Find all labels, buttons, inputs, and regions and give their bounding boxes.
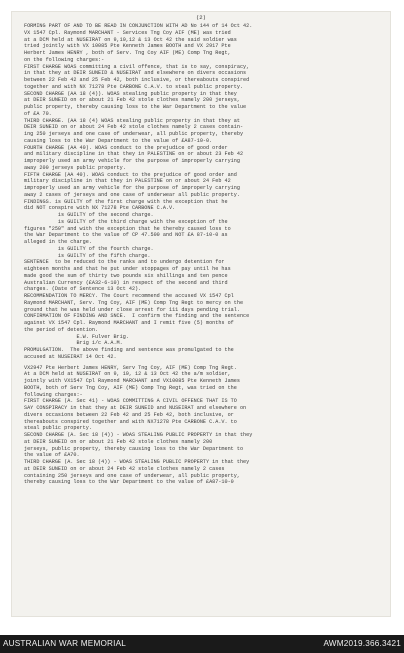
document-line: jointly with VX1547 Cpl Raymond MARCHANT and VX10085 Pte Kenneth James xyxy=(24,378,240,384)
document-line: is GUILTY of the fifth charge. xyxy=(24,252,151,259)
document-line: ground that he was held under close arrest for 111 days pending trial. xyxy=(24,306,240,313)
document-line: causing loss to the War Department to the value of £A87-10-0. xyxy=(24,137,213,144)
document-line: on the following charges:- xyxy=(24,56,105,63)
document-line: THIRD CHARGE (A. Sec 18 (4)) - WOAS STEALING PUBLIC PROPERTY in that they xyxy=(24,459,250,465)
document-line: DEIR SUNEID on or about 24 Feb 42 stole clothes namely 2 cases contain- xyxy=(24,124,244,131)
document-line: FIRST CHARGE WOAS committing a civil offence, that is to say, conspiracy, xyxy=(24,63,250,70)
document-line: against VX 1547 Cpl. Raymond MARCHANT and I remit five (5) months of xyxy=(24,320,234,326)
document-line: Brig i/c A.A.M. xyxy=(24,340,123,347)
document-line: improperly used an army vehicle for the purpose of improperly carrying xyxy=(24,185,240,191)
archive-reference: AWM2019.366.3421 xyxy=(323,639,401,648)
document-line: is GUILTY of the third charge with the exception of the xyxy=(24,218,228,225)
document-line: FIFTH CHARGE (AA 40). WOAS conduct to the prejudice of good order and xyxy=(24,171,237,178)
document-line: public property, thereby causing loss to the War Department to the value xyxy=(24,104,247,110)
document-line: SENTENCE to be reduced to the ranks and to undergo detention for xyxy=(24,259,225,266)
document-line: thereabouts conspired together and with NX71278 Pte CARBONE C.A.V. to xyxy=(24,418,237,425)
document-line: the War Department to the value of CP 47.500 and NOT £A 87-10-0 as xyxy=(24,232,228,239)
document-line: Raymond MARCHANT, Serv. Tng Coy, AIF (ME) Comp Tng Regt to mercy on the xyxy=(24,299,244,306)
document-line: following charges:- xyxy=(24,391,83,398)
document-line: steal public property. xyxy=(24,425,92,432)
document-line: away 2 cases of jerseys and one case of underwear all public property. xyxy=(24,191,240,198)
document-line: did NOT conspire with NX 71278 Pte CARBONE C.A.V. xyxy=(24,205,176,212)
document-line: at DEIR SUNEID on or about 21 Feb 42 stole clothes namely 200 xyxy=(24,438,213,445)
document-line: PROMULGATION. The above finding and sentence was promulgated to the xyxy=(24,347,234,353)
archive-footer xyxy=(0,635,404,653)
document-line: made good the sum of thirty two pounds six shillings and ten pence xyxy=(24,272,228,279)
document-line: FINDINGS. is GUILTY of the first charge with the exception that he xyxy=(24,198,228,205)
document-line: at DEIR SUNEID on or about 21 Feb 42 stole clothes namely 200 jerseys, xyxy=(24,97,240,104)
document-line: THIRD CHARGE. (AA 18 (4) WOAS stealing public property in that they at xyxy=(24,117,240,124)
document-line: BOOTH, both of Serv Tng Coy, AIF (ME) Comp Tng Regt, was tried on the xyxy=(24,384,237,391)
document-line: E.W. Fulver Brig. xyxy=(24,333,129,340)
document-line: eighteen months and that he put under stoppages of pay until he has xyxy=(24,266,231,272)
document-line: tried jointly with VX 10085 Pte Kenneth James BOOTH and VX 2917 Pte xyxy=(24,43,231,50)
document-line: FORMING PART OF AND TO BE READ IN CONJUNCTION WITH AD No 144 of 14 Oct 42. xyxy=(24,23,253,29)
page-number: (2) xyxy=(195,14,207,21)
document-line: Herbert James HENRY , both of Serv. Tng Coy AIF (ME) Comp Tng Regt, xyxy=(24,50,231,56)
document-line: VX2947 Pte Herbert James HENRY, Serv Tng Coy, AIF (ME) Comp Tng Regt. xyxy=(24,364,237,371)
document-line: thereby causing loss to the War Department to the value of £A87-10-0 xyxy=(24,479,234,486)
document-line: is GUILTY of the fourth charge. xyxy=(24,245,154,252)
archive-source: AUSTRALIAN WAR MEMORIAL xyxy=(3,639,127,648)
document-line: accused at NUSEIRAT 14 Oct 42. xyxy=(24,353,117,360)
document-line: away 200 jerseys public property. xyxy=(24,164,126,171)
document-line: SECOND CHARGE (A. Sec 18 (4)) - WOAS STEALING PUBLIC PROPERTY in that they xyxy=(24,432,253,438)
document-line: is GUILTY of the second charge. xyxy=(24,212,154,218)
document-line: divers occasions between 22 Feb 42 and 25 Feb 42, both inclusive, or xyxy=(24,411,234,418)
document-line: containing 250 jerseys and one case of underwear, all public property, xyxy=(24,472,240,479)
document-line: charges. (Date of Sentence 13 Oct 42). xyxy=(24,286,142,293)
document-line: of £A 70. xyxy=(24,110,52,117)
document-line: FIRST CHARGE (A. Sec 41) - WOAS COMMITTING A CIVIL OFFENCE THAT IS TO xyxy=(24,398,237,405)
document-line: at a DCM held at NUSEIRAT on 9,10,12 & 13 Oct 42 the said soldier was xyxy=(24,36,237,43)
document-line: CONFIRMATION OF FINDING AND SNCE. I confirm the finding and the sentence xyxy=(24,313,250,320)
document-line: military discipline in that they in PALESTINE on or about 24 Feb 42 xyxy=(24,178,231,185)
document-line: VX 1547 Cpl. Raymond MARCHANT - Services Tng Coy AIF (ME) was tried xyxy=(24,29,231,36)
document-line: At a DCM held at NUSEIRAT on 9, 10, 12 & 13 Oct 42 the a/m soldier, xyxy=(24,371,231,378)
document-line: between 22 Feb 42 and 25 Feb 42, both inclusive, or thereabouts conspired xyxy=(24,77,250,83)
document-line: at DEIR SUNEID on or about 24 Feb 42 stole clothes namely 2 cases xyxy=(24,465,225,472)
document-line: improperly used an army vehicle for the purpose of improperly carrying xyxy=(24,158,240,164)
document-line: and military discipline in that they in PALESTINE on or about 23 Feb 42 xyxy=(24,151,244,158)
document-line: in that they at DEIR SUNEID & NUSEIRAT and elsewhere on divers occasions xyxy=(24,70,247,77)
document-line: Australian Currency (£A32-6-10) in respect of the second and third xyxy=(24,279,228,286)
document-line: together and with NX 71278 Pte CARBONE C.A.V. to steal public property. xyxy=(24,83,244,90)
document-line: figures "250" and with the exception that he thereby caused loss to xyxy=(24,225,231,232)
document-line: ing 250 jerseys and one case of underwear, all public property, thereby xyxy=(24,131,244,137)
document-line: jerseys, public property, thereby causing loss to the War Department to xyxy=(24,445,244,452)
document-line: SAY CONSPIRACY in that they at DEIR SUNEID and NUSEIRAT and elsewhere on xyxy=(24,405,247,411)
document-body xyxy=(24,23,384,486)
document-line: the period of detention. xyxy=(24,326,99,333)
document-page xyxy=(12,12,390,616)
document-line: alleged in the charge. xyxy=(24,239,92,245)
document-line: FOURTH CHARGE (AA 40). WOAS conduct to the prejudice of good order xyxy=(24,144,228,151)
document-line: SECOND CHARGE (AA 18 (4)). WOAS stealing public property in that they xyxy=(24,90,237,97)
document-line: the value of £A70. xyxy=(24,452,80,459)
document-line: RECOMMENDATION TO MERCY. The Court recommend the accused VX 1547 Cpl xyxy=(24,293,234,299)
